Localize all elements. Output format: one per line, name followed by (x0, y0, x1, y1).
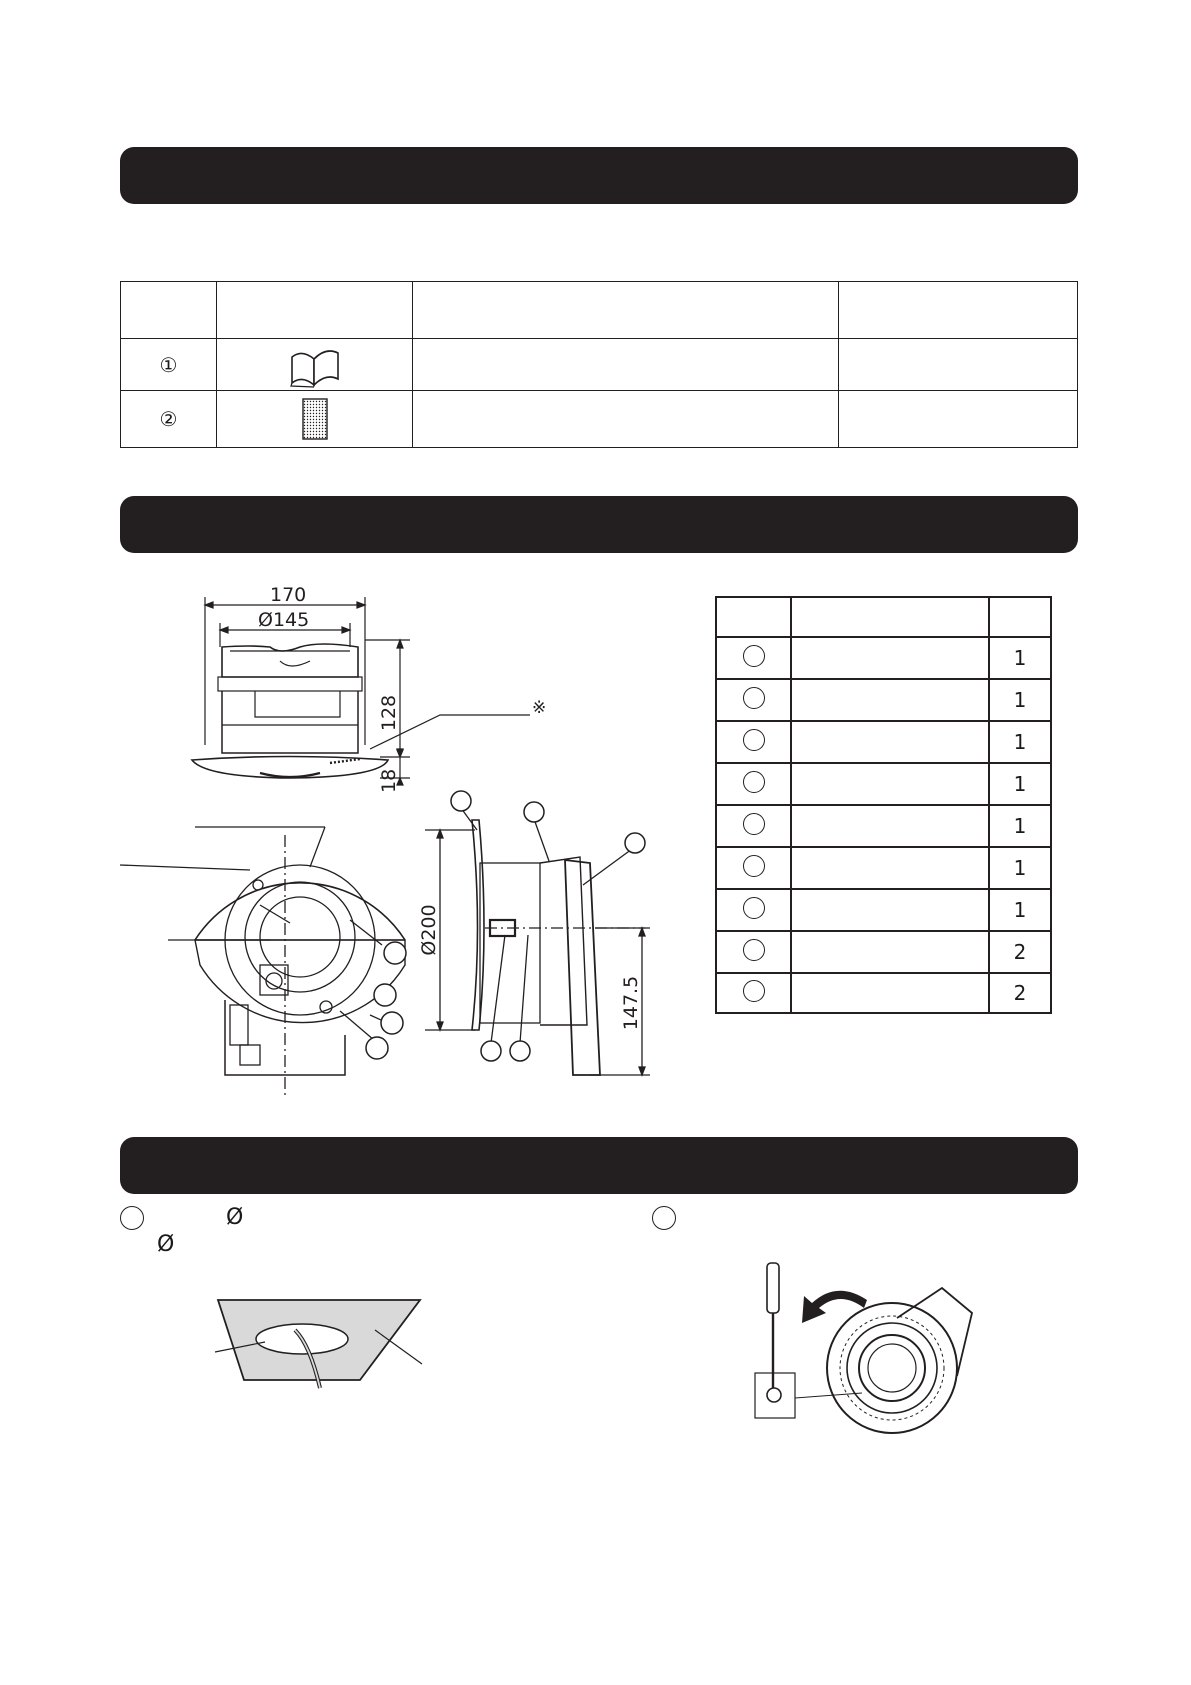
accessory-number: ① (121, 339, 217, 391)
dim-147-label: 147.5 (620, 975, 642, 1031)
table-header-row (716, 597, 1051, 637)
accessory-number: ② (121, 391, 217, 448)
side-view-drawing (418, 785, 655, 1085)
part-number-circle (743, 729, 765, 751)
table-row (121, 339, 1078, 391)
part-quantity: 1 (989, 847, 1051, 889)
front-view-drawing (120, 815, 430, 1105)
part-number-circle (743, 813, 765, 835)
part-number-circle (743, 687, 765, 709)
table-row (121, 391, 1078, 448)
part-quantity: 1 (989, 763, 1051, 805)
table-row (716, 889, 1051, 931)
part-number-circle (743, 855, 765, 877)
part-number-circle (743, 939, 765, 961)
top-view-drawing (180, 585, 620, 815)
part-quantity: 2 (989, 931, 1051, 973)
table-row (716, 721, 1051, 763)
dim-170-label: 170 (270, 584, 307, 606)
dim-145-label: Ø145 (258, 609, 310, 631)
part-number-circle (743, 897, 765, 919)
part-quantity: 1 (989, 679, 1051, 721)
note-mark: ※ (532, 698, 547, 718)
table-row (716, 931, 1051, 973)
section-header-bar-1 (120, 147, 1078, 204)
rotate-screw-illustration (752, 1258, 982, 1438)
accessory-icon-cell (217, 391, 413, 448)
part-quantity: 1 (989, 805, 1051, 847)
table-row (716, 763, 1051, 805)
step-circle-1 (120, 1206, 144, 1230)
step-circle-2 (652, 1206, 676, 1230)
table-row (716, 973, 1051, 1013)
part-number-circle (743, 980, 765, 1002)
section-header-bar-2 (120, 496, 1078, 553)
part-quantity: 1 (989, 889, 1051, 931)
dim-18-label: 18 (378, 768, 400, 793)
diameter-symbol: Ø (157, 1232, 175, 1257)
dim-200-label: Ø200 (418, 904, 440, 956)
manual-book-icon (288, 343, 342, 387)
table-row (716, 679, 1051, 721)
part-number-circle (743, 645, 765, 667)
table-row (716, 847, 1051, 889)
dim-128-label: 128 (378, 694, 400, 732)
table-row (716, 805, 1051, 847)
ceiling-hole-illustration (210, 1290, 440, 1400)
part-quantity: 1 (989, 637, 1051, 679)
part-quantity: 1 (989, 721, 1051, 763)
accessory-icon-cell (217, 339, 413, 391)
diameter-symbol: Ø (226, 1205, 244, 1230)
part-quantity: 2 (989, 973, 1051, 1013)
section-header-bar-3 (120, 1137, 1078, 1194)
table-row (716, 637, 1051, 679)
accessories-table (120, 281, 1078, 448)
parts-table (715, 596, 1052, 1014)
table-header-row (121, 282, 1078, 339)
part-number-circle (743, 771, 765, 793)
dotted-sheet-icon (300, 397, 330, 441)
